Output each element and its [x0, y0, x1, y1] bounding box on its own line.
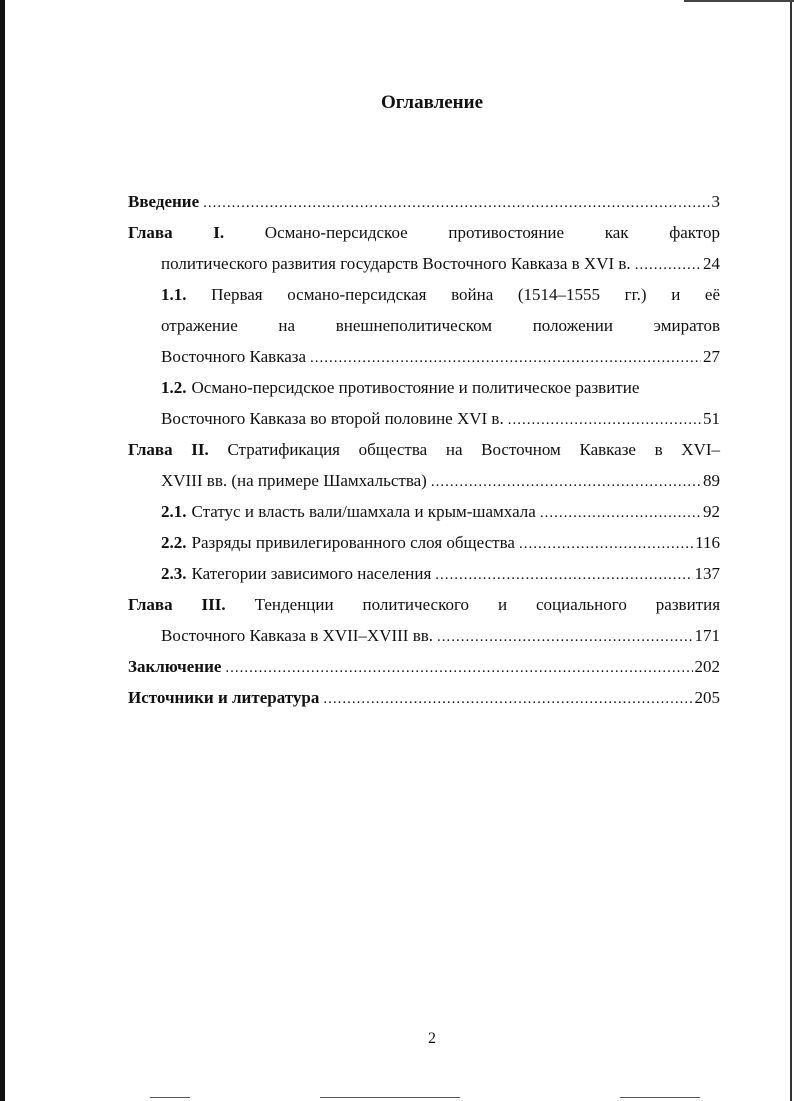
toc-label: Статус и власть вали/шамхала и крым-шамхала [191, 502, 536, 521]
leader-dots [431, 467, 701, 498]
toc-entry-section-1-2[interactable] [128, 372, 720, 403]
toc-page: 3 [711, 192, 720, 211]
scan-top-edge [684, 0, 794, 2]
toc-page: 27 [703, 347, 720, 366]
toc-label: Восточного Кавказа во второй половине XVI в. [161, 409, 504, 428]
toc-entry-chapter-1-cont[interactable] [128, 248, 720, 279]
section-number: 1.1. [161, 285, 187, 304]
toc-label: Османо-персидское противостояние и политическое развитие [191, 378, 640, 397]
toc-entry-section-1-1-end[interactable] [128, 341, 720, 372]
section-number: 2.3. [161, 564, 187, 583]
toc-entry-section-1-1[interactable] [128, 279, 720, 310]
toc-entry-chapter-2[interactable] [128, 434, 720, 465]
toc-page: 205 [694, 688, 720, 707]
toc-label: Восточного Кавказа [161, 347, 307, 366]
table-of-contents [128, 186, 720, 713]
toc-page: 202 [694, 657, 720, 676]
scan-bottom-edge [620, 1097, 700, 1098]
toc-label: Первая османо-персидская война (1514–1555 гг.) и её [211, 285, 720, 304]
toc-label: Тенденции политического и социального развития [254, 595, 721, 614]
scan-bottom-edge [150, 1097, 190, 1098]
toc-label: Введение [128, 192, 200, 211]
scan-bottom-edge [320, 1097, 460, 1098]
leader-dots [508, 405, 701, 436]
toc-label: XVIII вв. (на примере Шамхальства) [161, 471, 427, 490]
leader-dots [203, 188, 709, 219]
leader-dots [435, 560, 692, 591]
leader-dots [540, 498, 701, 529]
toc-label: Разряды привилегированного слоя общества [191, 533, 515, 552]
chapter-number: Глава II. [128, 440, 209, 459]
chapter-number: Глава I. [128, 223, 225, 242]
toc-page: 89 [703, 471, 720, 490]
toc-entry-chapter-3[interactable] [128, 589, 720, 620]
toc-entry-section-2-3[interactable] [128, 558, 720, 589]
toc-entry-chapter-1[interactable] [128, 217, 720, 248]
leader-dots [635, 250, 701, 281]
section-number: 2.2. [161, 533, 187, 552]
leader-dots [519, 529, 693, 560]
toc-page: 116 [695, 533, 720, 552]
toc-label: политического развития государств Восточного Кавказа в XVI в. [161, 254, 631, 273]
toc-entry-section-1-1-cont[interactable] [128, 310, 720, 341]
toc-page: 24 [703, 254, 720, 273]
toc-entry-chapter-2-cont[interactable] [128, 465, 720, 496]
toc-entry-section-2-2[interactable] [128, 527, 720, 558]
toc-entry-sources[interactable] [128, 682, 720, 713]
toc-entry-conclusion[interactable] [128, 651, 720, 682]
toc-entry-chapter-3-cont[interactable] [128, 620, 720, 651]
toc-label: Источники и литература [128, 688, 320, 707]
leader-dots [323, 684, 692, 715]
toc-page: 51 [703, 409, 720, 428]
page-number: 2 [428, 1030, 436, 1047]
leader-dots [310, 343, 701, 374]
leader-dots [437, 622, 692, 653]
toc-page: 137 [694, 564, 720, 583]
chapter-number: Глава III. [128, 595, 226, 614]
toc-label: отражение на внешнеполитическом положении эмиратов [161, 316, 720, 335]
toc-label: Восточного Кавказа в XVII–XVIII вв. [161, 626, 434, 645]
leader-dots [225, 653, 692, 684]
toc-label: Стратификация общества на Восточном Кавказе в XVI– [227, 440, 721, 459]
toc-entry-section-1-2-cont[interactable] [128, 403, 720, 434]
section-number: 2.1. [161, 502, 187, 521]
section-number: 1.2. [161, 378, 187, 397]
toc-label: Заключение [128, 657, 222, 676]
toc-entry-intro[interactable] [128, 186, 720, 217]
toc-label: Османо-персидское противостояние как фактор [264, 223, 720, 242]
toc-label: Категории зависимого населения [191, 564, 432, 583]
toc-page: 92 [703, 502, 720, 521]
scan-left-edge [0, 0, 5, 1101]
toc-page: 171 [694, 626, 720, 645]
page-title: Оглавление [380, 92, 484, 113]
scan-right-edge [790, 0, 792, 1101]
toc-entry-section-2-1[interactable] [128, 496, 720, 527]
